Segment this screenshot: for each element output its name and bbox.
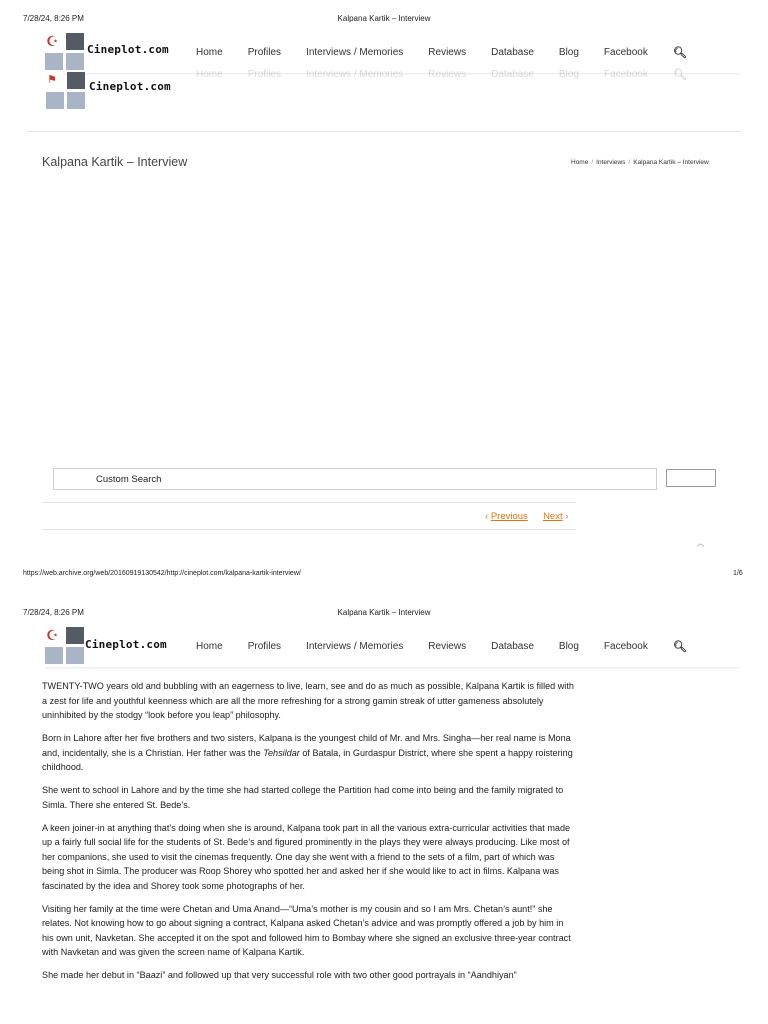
postnav-bottom-divider — [42, 529, 576, 530]
nav-interviews-memories[interactable]: Interviews / Memories — [306, 47, 404, 58]
nav-facebook-underlay: Facebook — [603, 69, 648, 80]
postnav-top-divider — [42, 502, 576, 503]
breadcrumb-current: Kalpana Kartik – Interview — [633, 159, 709, 166]
post-navigation — [485, 511, 568, 522]
search-icon-underlay: 🔍︎ — [672, 69, 687, 81]
article-paragraph: She made her debut in “Baazi” and followed up that very successful role with two other good portrayals in “Aandhiyan” — [42, 970, 517, 980]
nav-profiles[interactable]: Profiles — [247, 47, 282, 58]
nav-database-underlay: Database — [491, 69, 534, 80]
nav-facebook[interactable]: Facebook — [603, 641, 648, 652]
search-placeholder: Custom Search — [96, 474, 162, 485]
nav-home[interactable]: Home — [196, 641, 223, 652]
article-body — [42, 679, 576, 991]
nav-reviews[interactable]: Reviews — [428, 47, 467, 58]
print-datetime: 7/28/24, 8:26 PM — [23, 608, 84, 617]
nav-home[interactable]: Home — [196, 47, 223, 58]
nav-blog[interactable]: Blog — [558, 47, 579, 58]
nav-interviews-memories[interactable]: Interviews / Memories — [306, 641, 404, 652]
nav-database[interactable]: Database — [491, 641, 534, 652]
article-paragraph: A keen joiner-in at anything that’s doing when she is around, Kalpana took part in all the various extra-curricular activities that made up a fairly full social life for the students of St. Bede’s and figured prominently in the plays they were always producing. Like most of her companions, she used to visit the cinemas frequently. One day she went with a friend to the sets of a film, part of which was being shot in Simla. The producer was Roop Shorey who spotted her and asked her if she would like to act in films. Kalpana was fascinated by the idea and Shorey took some photographs of her. — [42, 822, 571, 891]
article-paragraph: TWENTY-TWO years old and bubbling with an eagerness to live, learn, see and do as much as possible, Kalpana Kartik is filled with a zest for life and youthful keenness which are all the more refreshing for a strong gamin streak of utter gameness absolutely uninhibited by the stodgy “look before you leap” philosophy. — [42, 681, 574, 720]
page-title: Kalpana Kartik – Interview — [42, 155, 188, 169]
breadcrumb-separator: / — [591, 159, 594, 166]
site-logo[interactable] — [45, 627, 167, 667]
main-nav — [196, 640, 687, 653]
print-page-title: Kalpana Kartik – Interview — [337, 608, 431, 617]
nav-blog[interactable]: Blog — [558, 641, 579, 652]
logo-mark-icon: ☪ — [45, 33, 85, 73]
site-logo[interactable] — [45, 33, 169, 73]
main-nav-underlay — [196, 68, 687, 81]
breadcrumb — [571, 159, 709, 166]
article-paragraph: Born in Lahore after her five brothers and two sisters, Kalpana is the youngest child of Mr. and Mrs. Singha—her real name is Mona and, incidentally, she is a Christian. Her father was the Tehsildar of Batala, in Gurdaspur District, where she spent a happy roistering childhood. — [42, 733, 573, 772]
print-page-count: 1/6 — [733, 570, 743, 577]
breadcrumb-separator: / — [628, 159, 631, 166]
custom-search-input[interactable] — [53, 468, 657, 490]
logo-text: Cineplot.com — [87, 43, 169, 56]
print-url: https://web.archive.org/web/20160919130542/http://cineplot.com/kalpana-kartik-interview/ — [23, 570, 301, 577]
previous-post-link[interactable]: Previous — [490, 511, 528, 522]
prev-arrow-icon: ‹ — [485, 511, 489, 522]
search-icon[interactable]: 🔍︎ — [672, 47, 687, 59]
main-nav — [196, 46, 687, 59]
nav-profiles-underlay: Profiles — [247, 69, 282, 80]
search-button[interactable] — [666, 469, 716, 487]
search-icon[interactable]: 🔍︎ — [672, 641, 687, 653]
next-post-link[interactable]: Next — [543, 511, 563, 522]
article-paragraph: Visiting her family at the time were Chetan and Uma Anand—“Uma’s mother is my cousin and so I am Mrs. Chetan’s aunt!” she relates. Not knowing how to go about signing a contract, Kalpana asked Chetan’s advice and was promptly offered a job by him in his own unit, Navketan. She accepted it on the spot and followed him to Bombay where she signed an exclusive three-year contract with Navketan and was given the screen name of Kalpana Kartik. — [42, 903, 571, 957]
nav-home-underlay: Home — [196, 69, 223, 80]
logo-mark-icon: ☪ — [45, 627, 85, 667]
print-datetime: 7/28/24, 8:26 PM — [23, 14, 84, 23]
print-page-title: Kalpana Kartik – Interview — [337, 14, 431, 23]
article-paragraph: She went to school in Lahore and by the time she had started college the Partition had come into being and the family migrated to Simla. There she entered St. Bede’s. — [42, 785, 564, 810]
nav-reviews[interactable]: Reviews — [428, 641, 467, 652]
nav-profiles[interactable]: Profiles — [247, 641, 282, 652]
nav-facebook[interactable]: Facebook — [603, 47, 648, 58]
header-shadow — [45, 667, 740, 669]
nav-reviews-underlay: Reviews — [428, 69, 467, 80]
next-arrow-icon: › — [565, 511, 569, 522]
header-divider — [28, 131, 740, 132]
breadcrumb-interviews[interactable]: Interviews — [596, 159, 626, 166]
nav-interviews-underlay: Interviews / Memories — [306, 69, 404, 80]
nav-database[interactable]: Database — [491, 47, 534, 58]
logo-text: Cineplot.com — [89, 80, 171, 93]
nav-blog-underlay: Blog — [558, 69, 579, 80]
logo-mark-icon: ⚑ — [46, 72, 86, 112]
site-logo-underlay[interactable] — [46, 72, 171, 112]
logo-text: Cineplot.com — [85, 638, 167, 651]
scroll-to-top-icon[interactable]: ⌃ — [692, 541, 709, 556]
breadcrumb-home[interactable]: Home — [571, 159, 589, 166]
